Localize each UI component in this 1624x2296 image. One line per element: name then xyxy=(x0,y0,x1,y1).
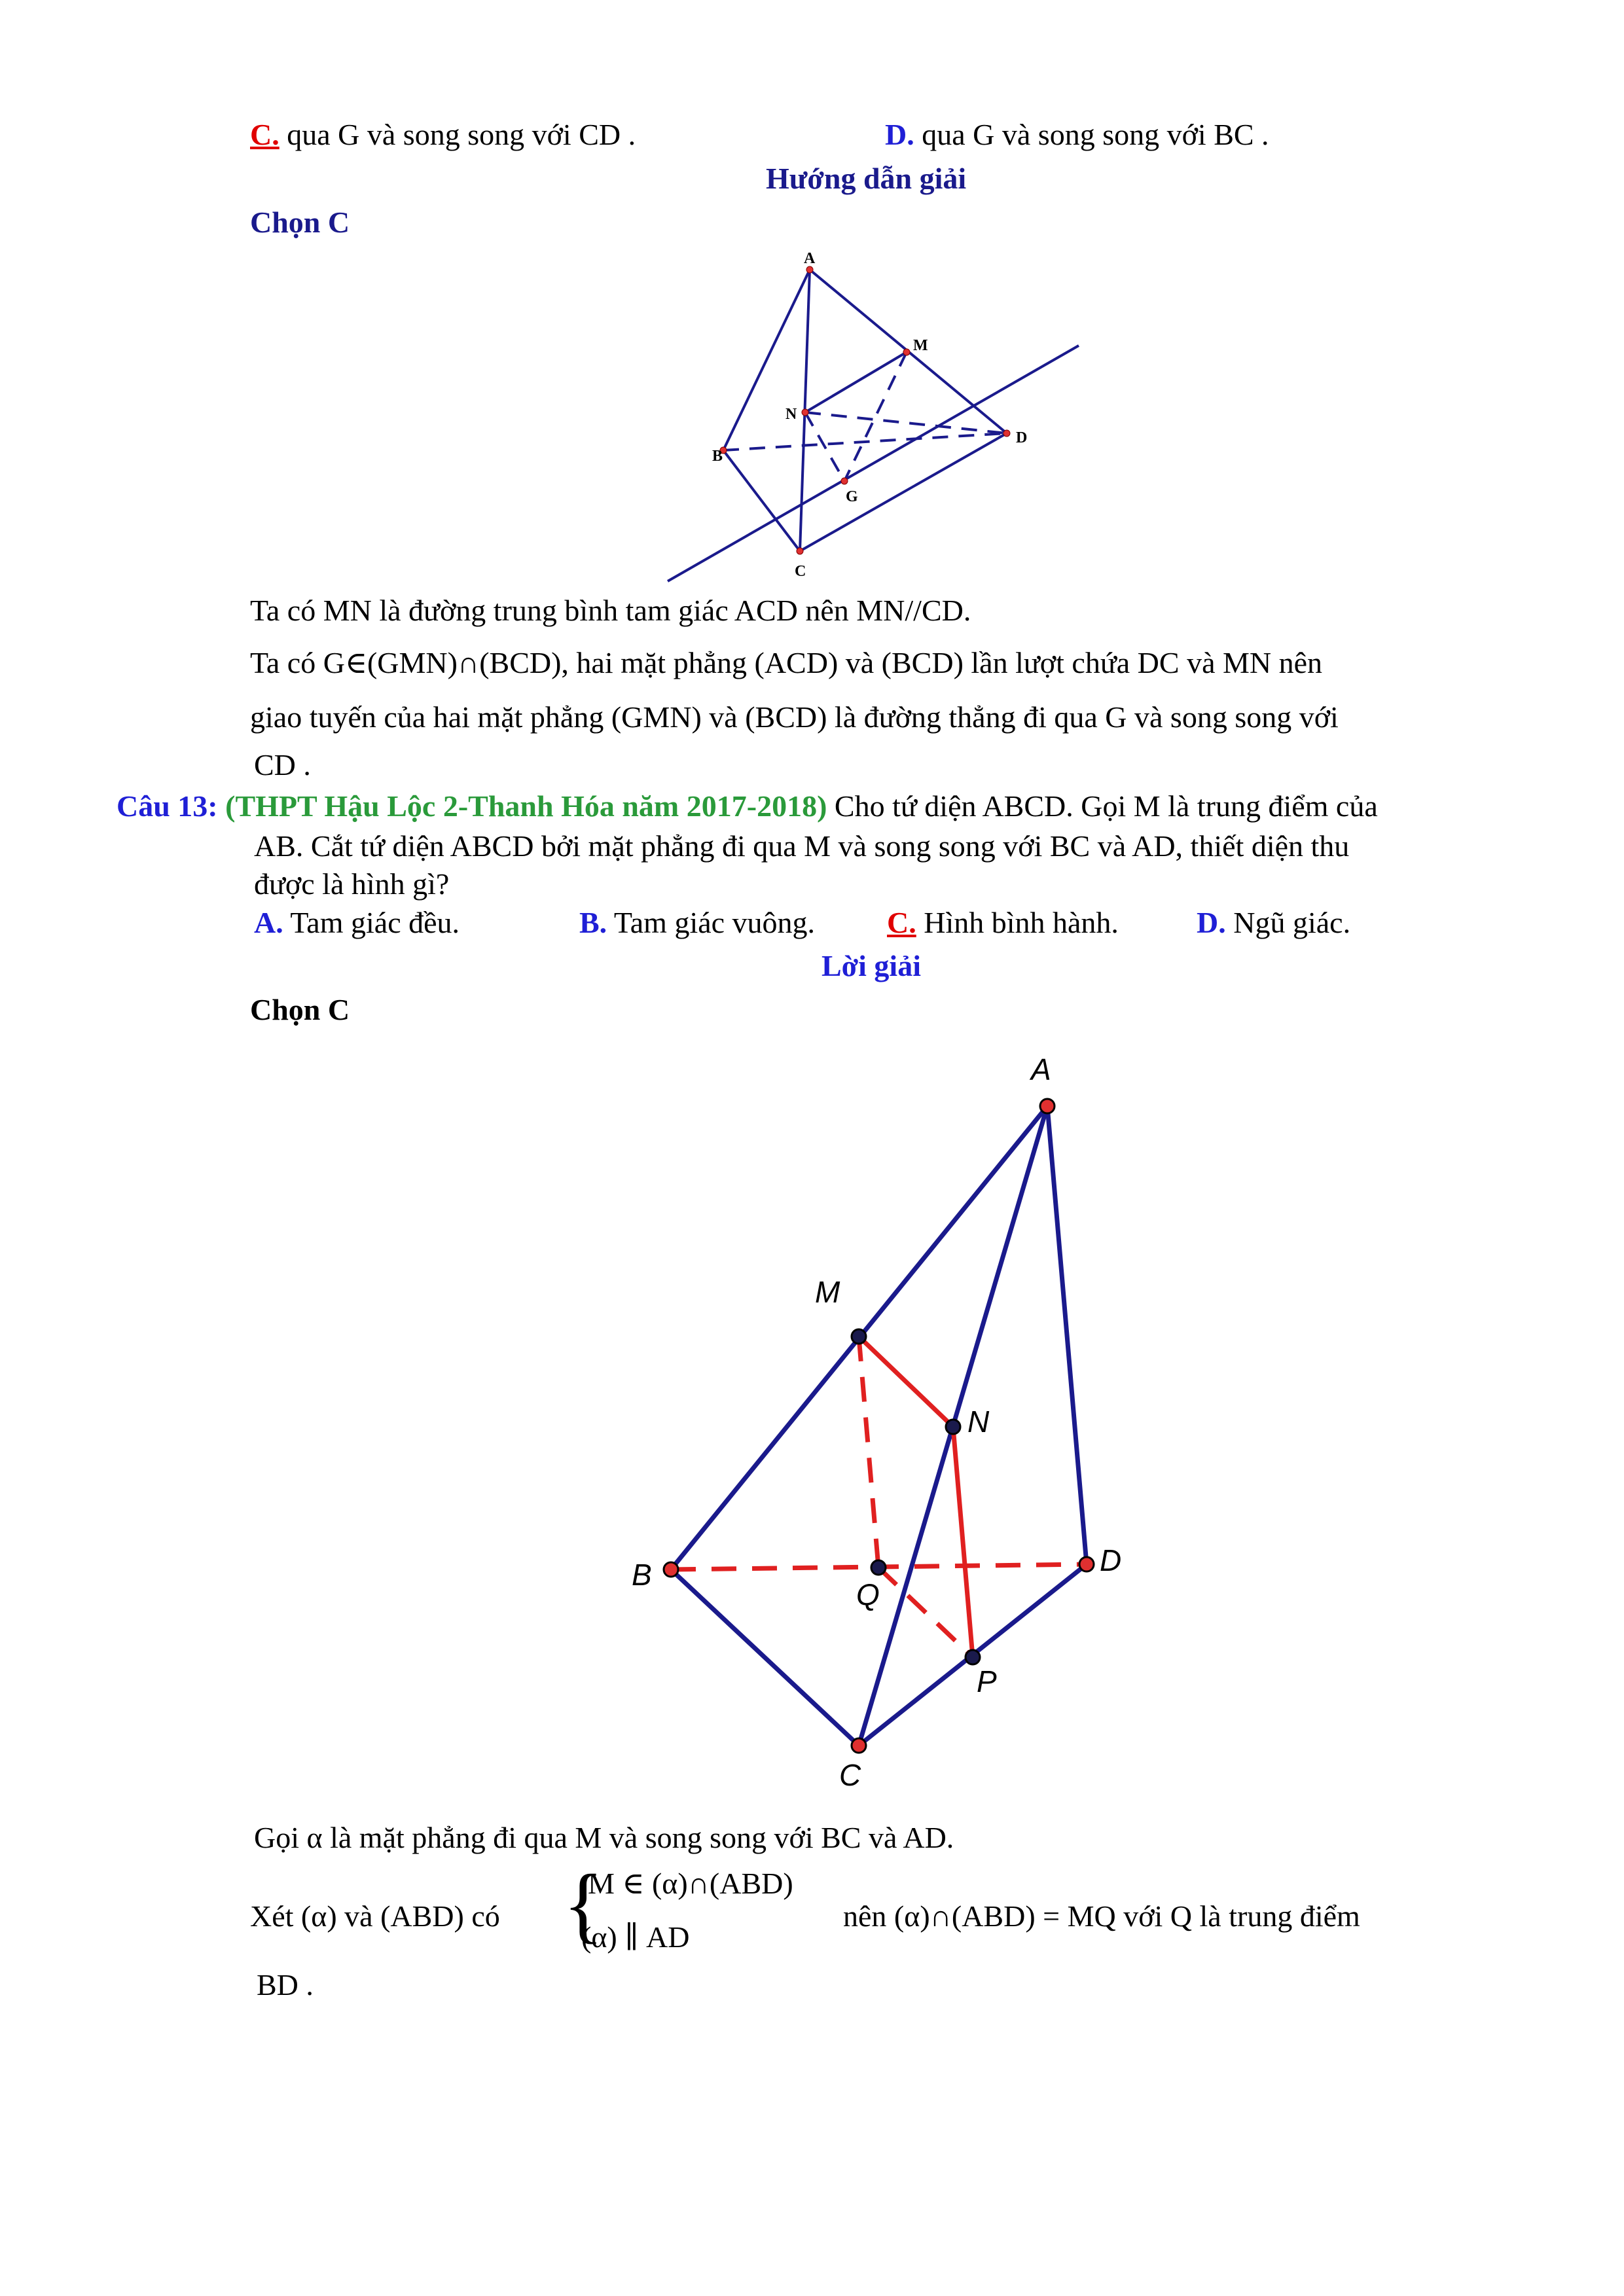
fig2-label-M: M xyxy=(815,1275,840,1309)
fig1-label-A: A xyxy=(804,250,816,267)
sol1-line2: Ta có G∈(GMN)∩(BCD), hai mặt phẳng (ACD) và (BCD) lần lượt chứa DC và MN nên xyxy=(250,646,1323,679)
sol2-nen: nên (α)∩(ABD) = MQ với Q là trung điểm xyxy=(843,1899,1360,1933)
fig2-point-M xyxy=(852,1329,866,1344)
question-13-text2: AB. Cắt tứ diện ABCD bởi mặt phẳng đi qua M và song song với BC và AD, thiết diện thu xyxy=(254,829,1350,863)
option-d-label: D. xyxy=(885,118,914,151)
fig2-point-B xyxy=(664,1562,678,1577)
sol2-brace: { xyxy=(563,1857,604,1952)
choose-answer-1: Chọn C xyxy=(250,206,350,239)
sol2-line-end: BD . xyxy=(257,1968,314,2001)
sol2-system-line1: M ∈ (α)∩(ABD) xyxy=(588,1867,793,1900)
fig2-label-C: C xyxy=(839,1758,861,1792)
fig1-label-M: M xyxy=(913,337,928,354)
heading-huong-dan-giai: Hướng dẫn giải xyxy=(766,162,967,195)
fig2-point-P xyxy=(965,1650,980,1664)
fig2-point-A xyxy=(1040,1099,1055,1113)
choose-answer-2: Chọn C xyxy=(250,993,350,1026)
option-d-text: qua G và song song với BC . xyxy=(922,118,1269,151)
fig1-label-D: D xyxy=(1016,429,1028,446)
option-c-text: qua G và song song với CD . xyxy=(287,118,636,151)
q13-option-d-label: D. xyxy=(1197,906,1226,939)
fig2-label-Q: Q xyxy=(856,1577,880,1611)
q13-option-c-label: C. xyxy=(887,906,916,939)
q13-option-a-label: A. xyxy=(254,906,283,939)
sol2-xet: Xét (α) và (ABD) có xyxy=(250,1899,500,1933)
question-13-text3: được là hình gì? xyxy=(254,867,450,901)
fig2-label-P: P xyxy=(977,1664,997,1698)
sol1-line3: giao tuyến của hai mặt phẳng (GMN) và (BCD) là đường thẳng đi qua G và song song với xyxy=(250,700,1339,734)
fig2-label-N: N xyxy=(967,1405,990,1439)
q13-option-d-text: Ngũ giác. xyxy=(1233,906,1351,939)
question-13-text1: Cho tứ diện ABCD. Gọi M là trung điểm của xyxy=(834,789,1378,823)
fig2-label-A: A xyxy=(1031,1052,1051,1086)
option-c-label: C. xyxy=(250,118,280,151)
heading-loi-giai: Lời giải xyxy=(821,949,921,982)
fig2-edge-AD xyxy=(1047,1106,1087,1564)
fig2-segment-QP-dashed xyxy=(878,1568,973,1657)
fig2-point-C xyxy=(852,1738,866,1753)
fig2-segment-MN xyxy=(859,1336,953,1427)
fig2-edge-BC xyxy=(671,1570,859,1746)
fig2-label-D: D xyxy=(1100,1543,1122,1577)
fig1-label-C: C xyxy=(795,563,806,580)
question-13-source: (THPT Hậu Lộc 2-Thanh Hóa năm 2017-2018) xyxy=(225,789,827,823)
fig2-point-Q xyxy=(871,1560,886,1575)
sol2-system-line2: (α) ∥ AD xyxy=(581,1920,690,1954)
fig1-label-B: B xyxy=(712,448,723,465)
fig2-segment-NP xyxy=(953,1427,973,1657)
q13-option-c-text: Hình bình hành. xyxy=(924,906,1119,939)
sol2-line1: Gọi α là mặt phẳng đi qua M và song song với BC và AD. xyxy=(254,1821,954,1854)
fig2-label-B: B xyxy=(632,1558,652,1592)
fig1-label-N: N xyxy=(785,406,797,423)
sol1-line1: Ta có MN là đường trung bình tam giác ACD nên MN//CD. xyxy=(250,594,971,627)
q13-option-b-label: B. xyxy=(579,906,607,939)
fig2-segment-MQ-dashed xyxy=(859,1336,878,1568)
q13-option-b-text: Tam giác vuông. xyxy=(613,906,816,939)
fig2-point-D xyxy=(1079,1557,1094,1571)
fig1-label-G: G xyxy=(846,488,858,505)
question-13-label: Câu 13: xyxy=(117,789,218,823)
q13-option-a-text: Tam giác đều. xyxy=(290,906,460,939)
sol1-line4: CD . xyxy=(254,748,311,781)
fig2-point-N xyxy=(946,1420,960,1434)
